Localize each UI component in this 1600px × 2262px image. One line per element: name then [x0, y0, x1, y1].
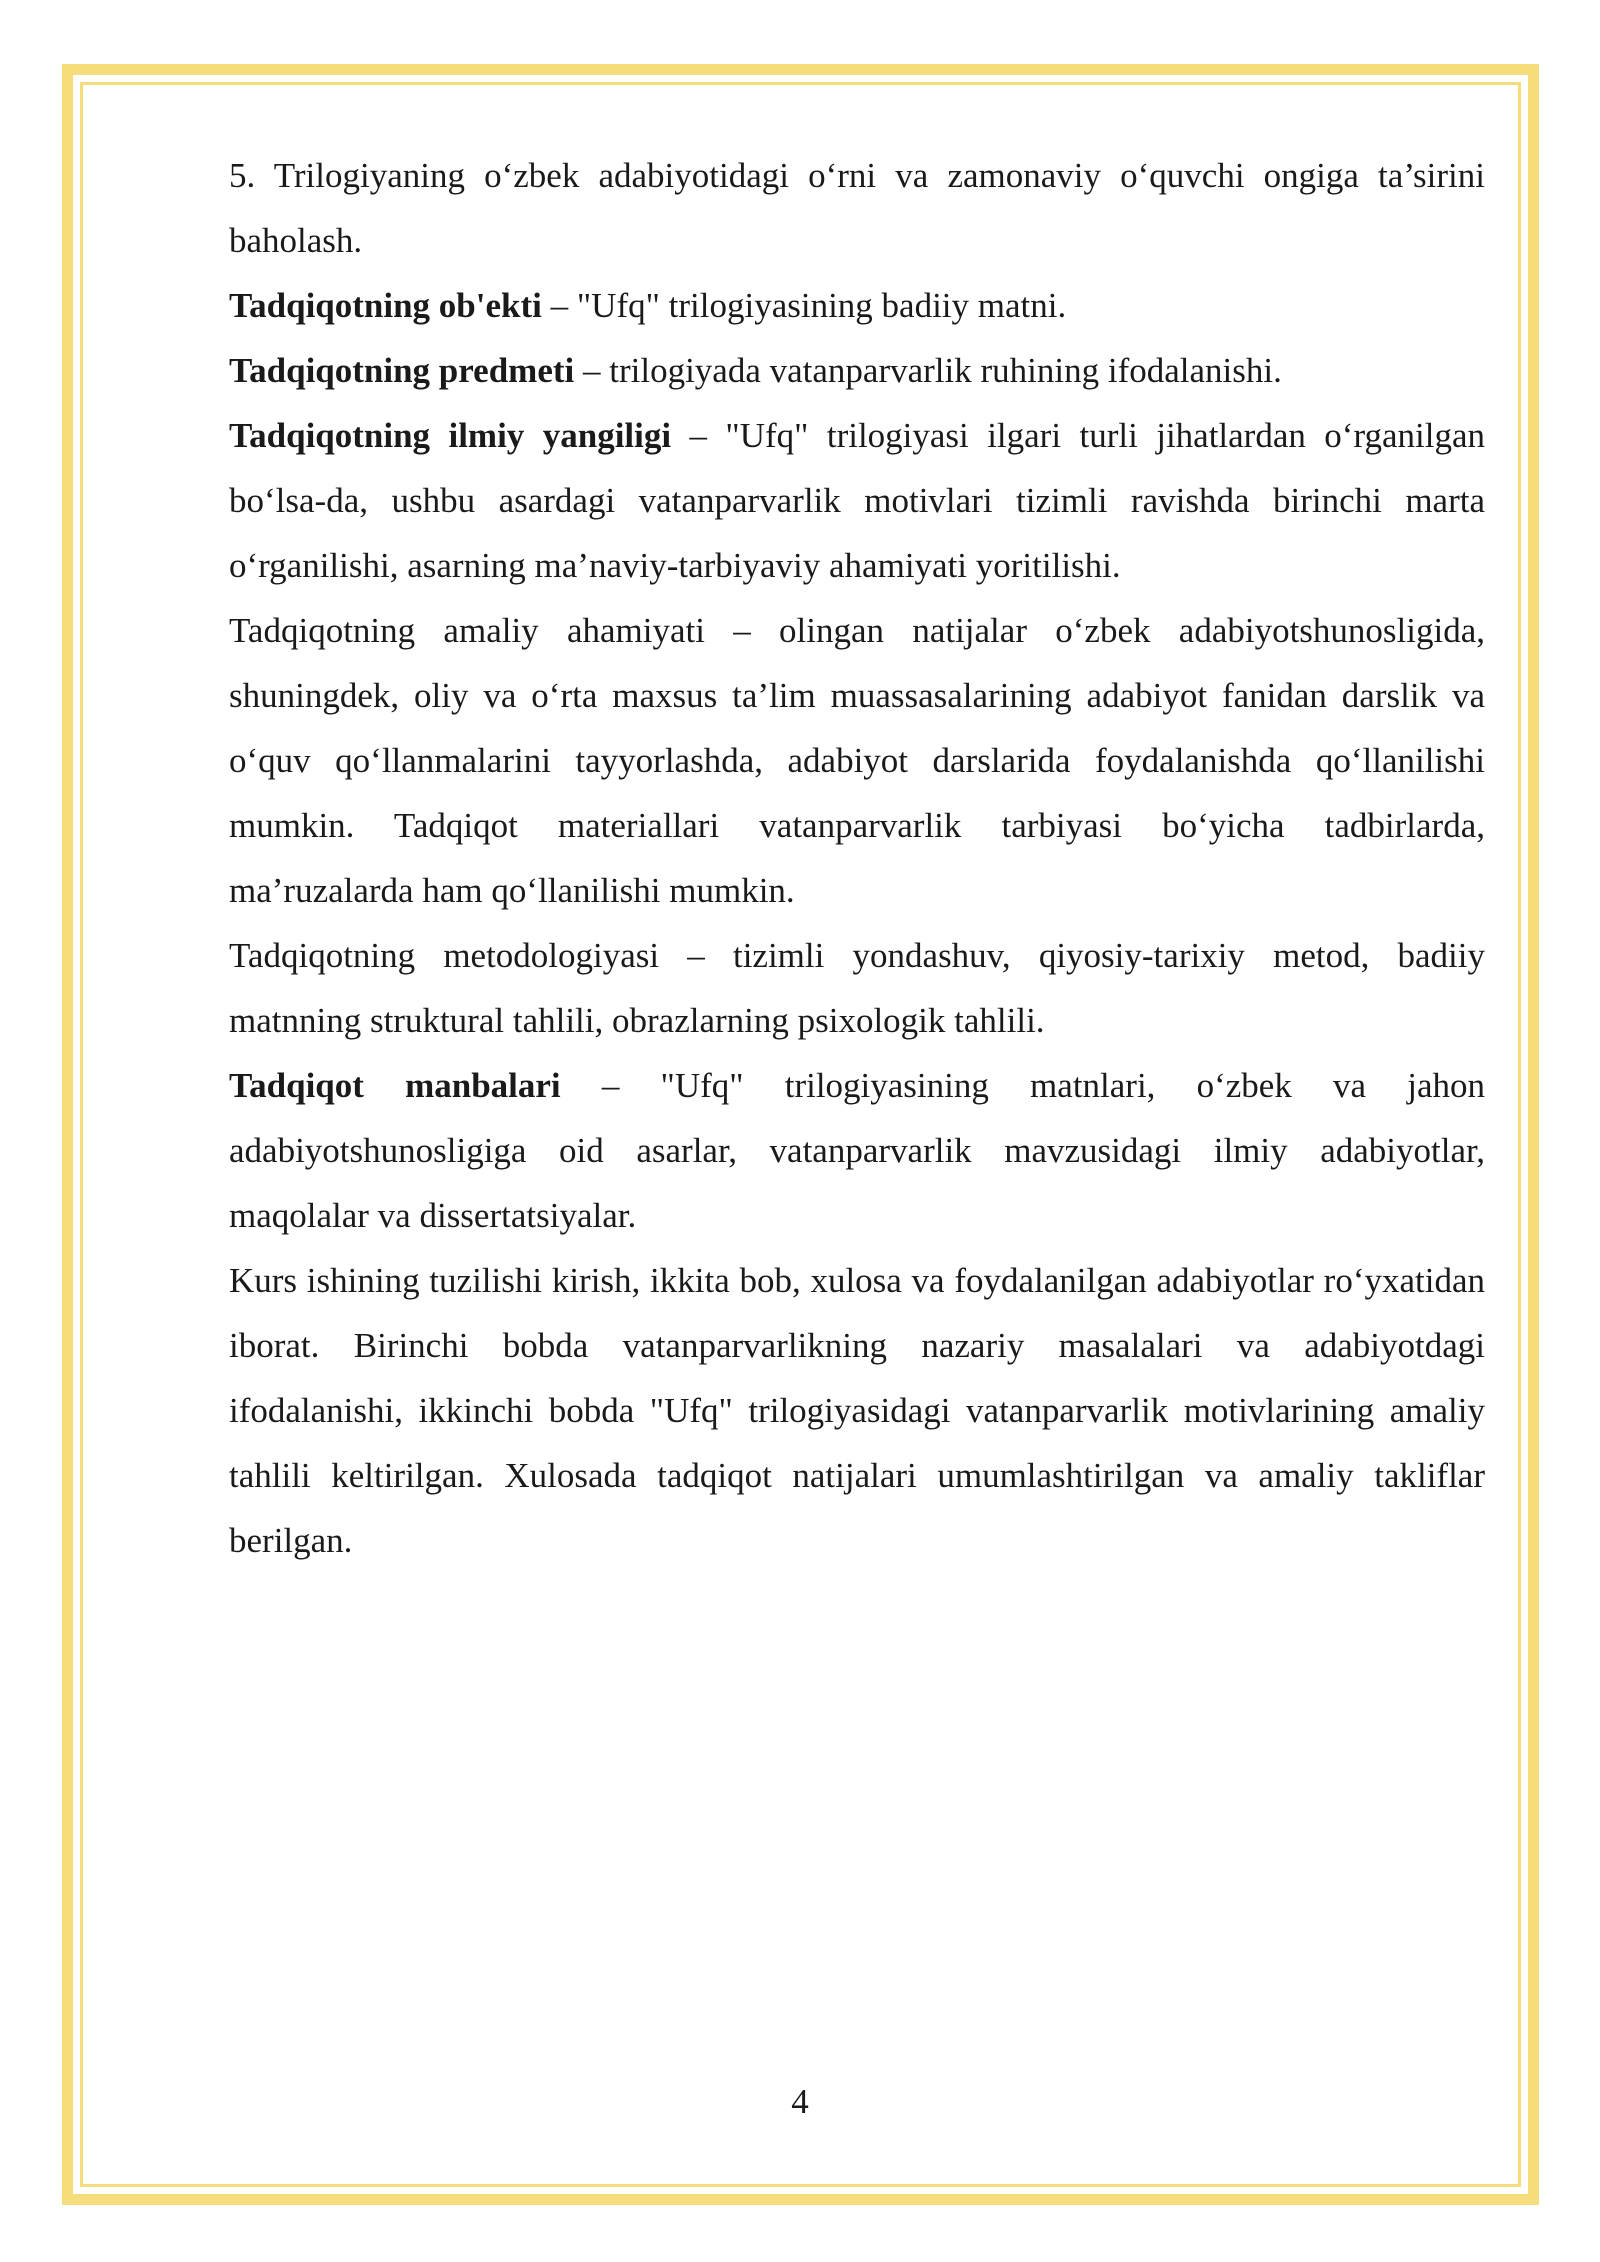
- paragraph-text: 5. Trilogiyaning o‘zbek adabiyotidagi o‘rni va zamonaviy o‘quvchi ongiga ta’sirini baholash.: [229, 156, 1485, 260]
- paragraph-text: – trilogiyada vatanparvarlik ruhining ifodalanishi.: [574, 351, 1282, 390]
- paragraph-research-subject: [229, 338, 1485, 403]
- paragraph-scientific-novelty: [229, 403, 1485, 598]
- paragraph-text: – "Ufq" trilogiyasining badiiy matni.: [541, 286, 1067, 325]
- paragraph-structure: [229, 1248, 1485, 1573]
- page-number: 4: [791, 2082, 809, 2121]
- paragraph-text: – "Ufq" trilogiyasining matnlari, o‘zbek va jahon adabiyotshunosligiga oid asarlar, vatanparvarlik mavzusidagi ilmiy adabiyotlar, maqolalar va dissertatsiyalar.: [229, 1066, 1485, 1235]
- paragraph-text: – "Ufq" trilogiyasi ilgari turli jihatlardan o‘rganilgan bo‘lsa-da, ushbu asardagi vatanparvarlik motivlari tizimli ravishda birinchi marta o‘rganilishi, asarning ma’naviy-tarbiyaviy ahamiyati yoritilishi.: [229, 416, 1485, 585]
- paragraph-heading: Tadqiqotning predmeti: [229, 351, 575, 390]
- paragraph-text: Tadqiqotning amaliy ahamiyati – olingan natijalar o‘zbek adabiyotshunosligida, shuningdek, oliy va o‘rta maxsus ta’lim muassasalarining adabiyot fanidan darslik va o‘quv qo‘llanmalarini tayyorlashda, adabiyot darslarida foydalanishda qo‘llanilishi mumkin. Tadqiqot materiallari vatanparvarlik tarbiyasi bo‘yicha tadbirlarda, ma’ruzalarda ham qo‘llanilishi mumkin.: [229, 611, 1485, 910]
- paragraph-research-sources: [229, 1053, 1485, 1248]
- paragraph-text: Kurs ishining tuzilishi kirish, ikkita bob, xulosa va foydalanilgan adabiyotlar ro‘yxatidan iborat. Birinchi bobda vatanparvarlikning nazariy masalalari va adabiyotdagi ifodalanishi, ikkinchi bobda "Ufq" trilogiyasidagi vatanparvarlik motivlarining amaliy tahlili keltirilgan. Xulosada tadqiqot natijalari umumlashtirilgan va amaliy takliflar berilgan.: [229, 1261, 1485, 1560]
- paragraph-research-object: [229, 273, 1485, 338]
- document-body: [229, 143, 1485, 1573]
- paragraph-practical-significance: [229, 598, 1485, 923]
- paragraph-text: Tadqiqotning metodologiyasi – tizimli yondashuv, qiyosiy-tarixiy metod, badiiy matnning struktural tahlili, obrazlarning psixologik tahlili.: [229, 936, 1485, 1040]
- paragraph-objective-5: [229, 143, 1485, 273]
- paragraph-heading: Tadqiqotning ob'ekti: [229, 286, 542, 325]
- paragraph-heading: Tadqiqotning ilmiy yangiligi: [229, 416, 672, 455]
- paragraph-methodology: [229, 923, 1485, 1053]
- paragraph-heading: Tadqiqot manbalari: [229, 1066, 561, 1105]
